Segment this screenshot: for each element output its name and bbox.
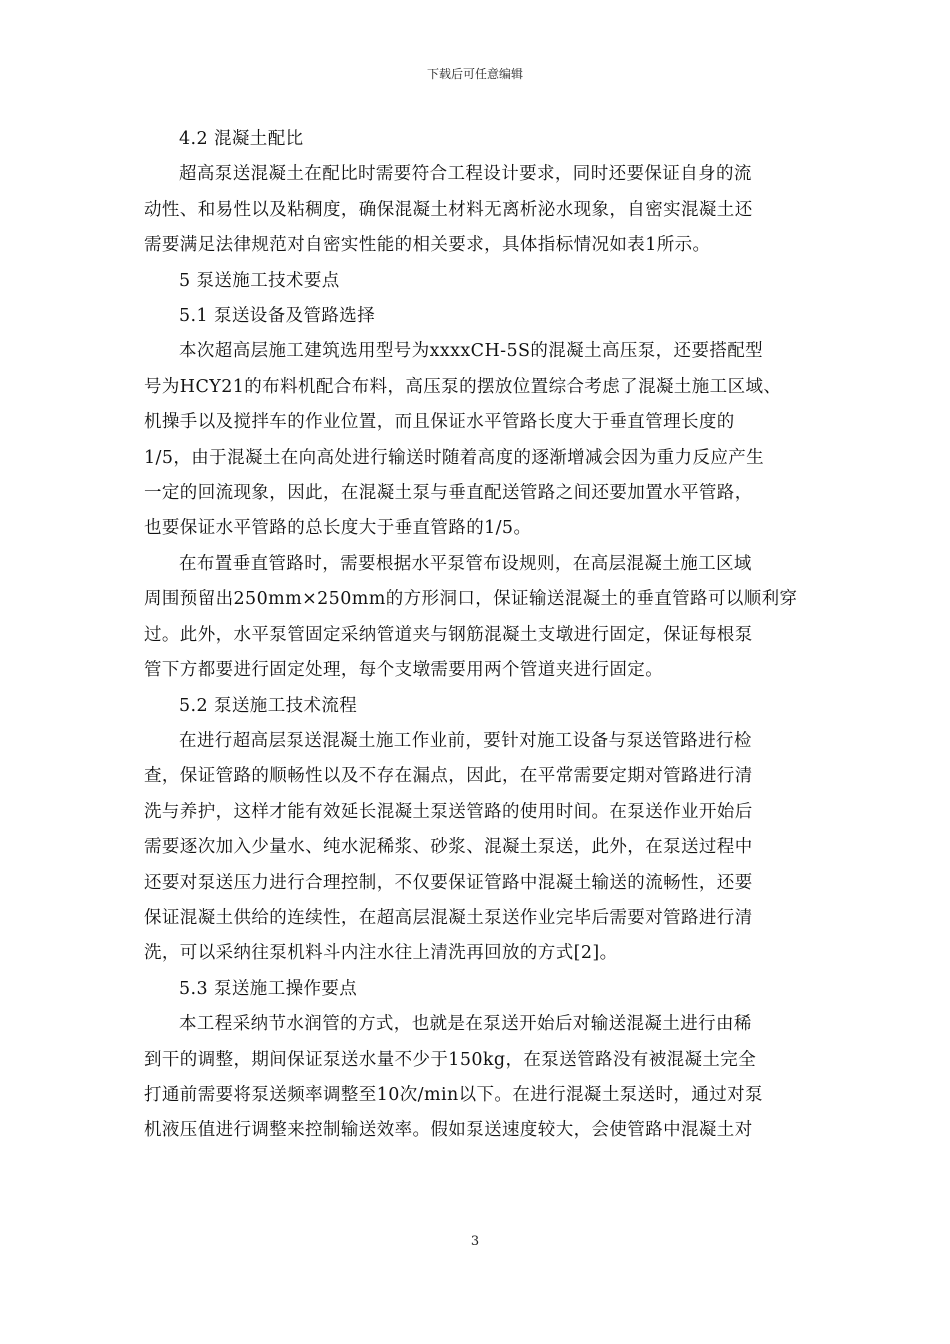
paragraph-operation-points: 本工程采纳节水润管的方式，也就是在泵送开始后对输送混凝土进行由稀 到干的调整，期间保证泵送水量不少于150kg，在泵送管路没有被混凝土完全 打通前需要将泵送频率调整至10次/min以下。在进行混凝土泵送时，通过对泵 机液压值进行调整来控制输送效率。假如泵送速度较大，会使管路中混凝土对 — [144, 1014, 763, 1141]
section-heading-5: 5 泵送施工技术要点 — [179, 270, 340, 291]
page-number: 3 — [470, 1234, 480, 1249]
section-heading-5-1: 5.1 泵送设备及管路选择 — [179, 306, 376, 327]
section-heading-5-3: 5.3 泵送施工操作要点 — [179, 978, 358, 999]
section-heading-5-2: 5.2 泵送施工技术流程 — [179, 695, 358, 716]
paragraph-mix-ratio: 超高泵送混凝土在配比时需要符合工程设计要求，同时还要保证自身的流 动性、和易性以及粘稠度，确保混凝土材料无离析泌水现象，自密实混凝土还 需要满足法律规范对自密实性能的相关要求，具体指标情况如表1所示。 — [144, 164, 753, 256]
section-heading-4-2: 4.2 混凝土配比 — [179, 129, 304, 149]
paragraph-pumping-process: 在进行超高层泵送混凝土施工作业前，要针对施工设备与泵送管路进行检 查，保证管路的顺畅性以及不存在漏点，因此，在平常需要定期对管路进行清 洗与养护，这样才能有效延长混凝土泵送管路的使用时间。在泵送作业开始后 需要逐次加入少量水、纯水泥稀浆、砂浆、混凝土泵送，此外，在泵送过程中 还要对泵送压力进行合理控制，不仅要保证管路中混凝土输送的流畅性，还要 保证混凝土供给的连续性，在超高层混凝土泵送作业完毕后需要对管路进行清 洗，可以采纳往泵机料斗内注水往上清洗再回放的方式[2]。 — [144, 730, 753, 964]
document-body — [144, 122, 804, 1149]
page-header: 下载后可任意编辑 — [426, 67, 523, 81]
paragraph-vertical-pipe-layout: 在布置垂直管路时，需要根据水平泵管布设规则，在高层混凝土施工区域 周围预留出250mm×250mm的方形洞口，保证输送混凝土的垂直管路可以顺利穿 过。此外，水平泵管固定采纳管道夹与钢筋混凝土支墩进行固定，保证每根泵 管下方都要进行固定处理，每个支墩需要用两个管道夹进行固定。 — [144, 553, 798, 681]
paragraph-equipment-selection: 本次超高层施工建筑选用型号为xxxxCH-5S的混凝土高压泵，还要搭配型 号为HCY21的布料机配合布料，高压泵的摆放位置综合考虑了混凝土施工区域、 机操手以及搅拌车的作业位置，而且保证水平管路长度大于垂直管理长度的 1/5，由于混凝土在向高处进行输送时随着高度的逐渐增减会因为重力反应产生 一定的回流现象，因此，在混凝土泵与垂直配送管路之间还要加置水平管路， 也要保证水平管路的总长度大于垂直管路的1/5。 — [144, 341, 782, 539]
